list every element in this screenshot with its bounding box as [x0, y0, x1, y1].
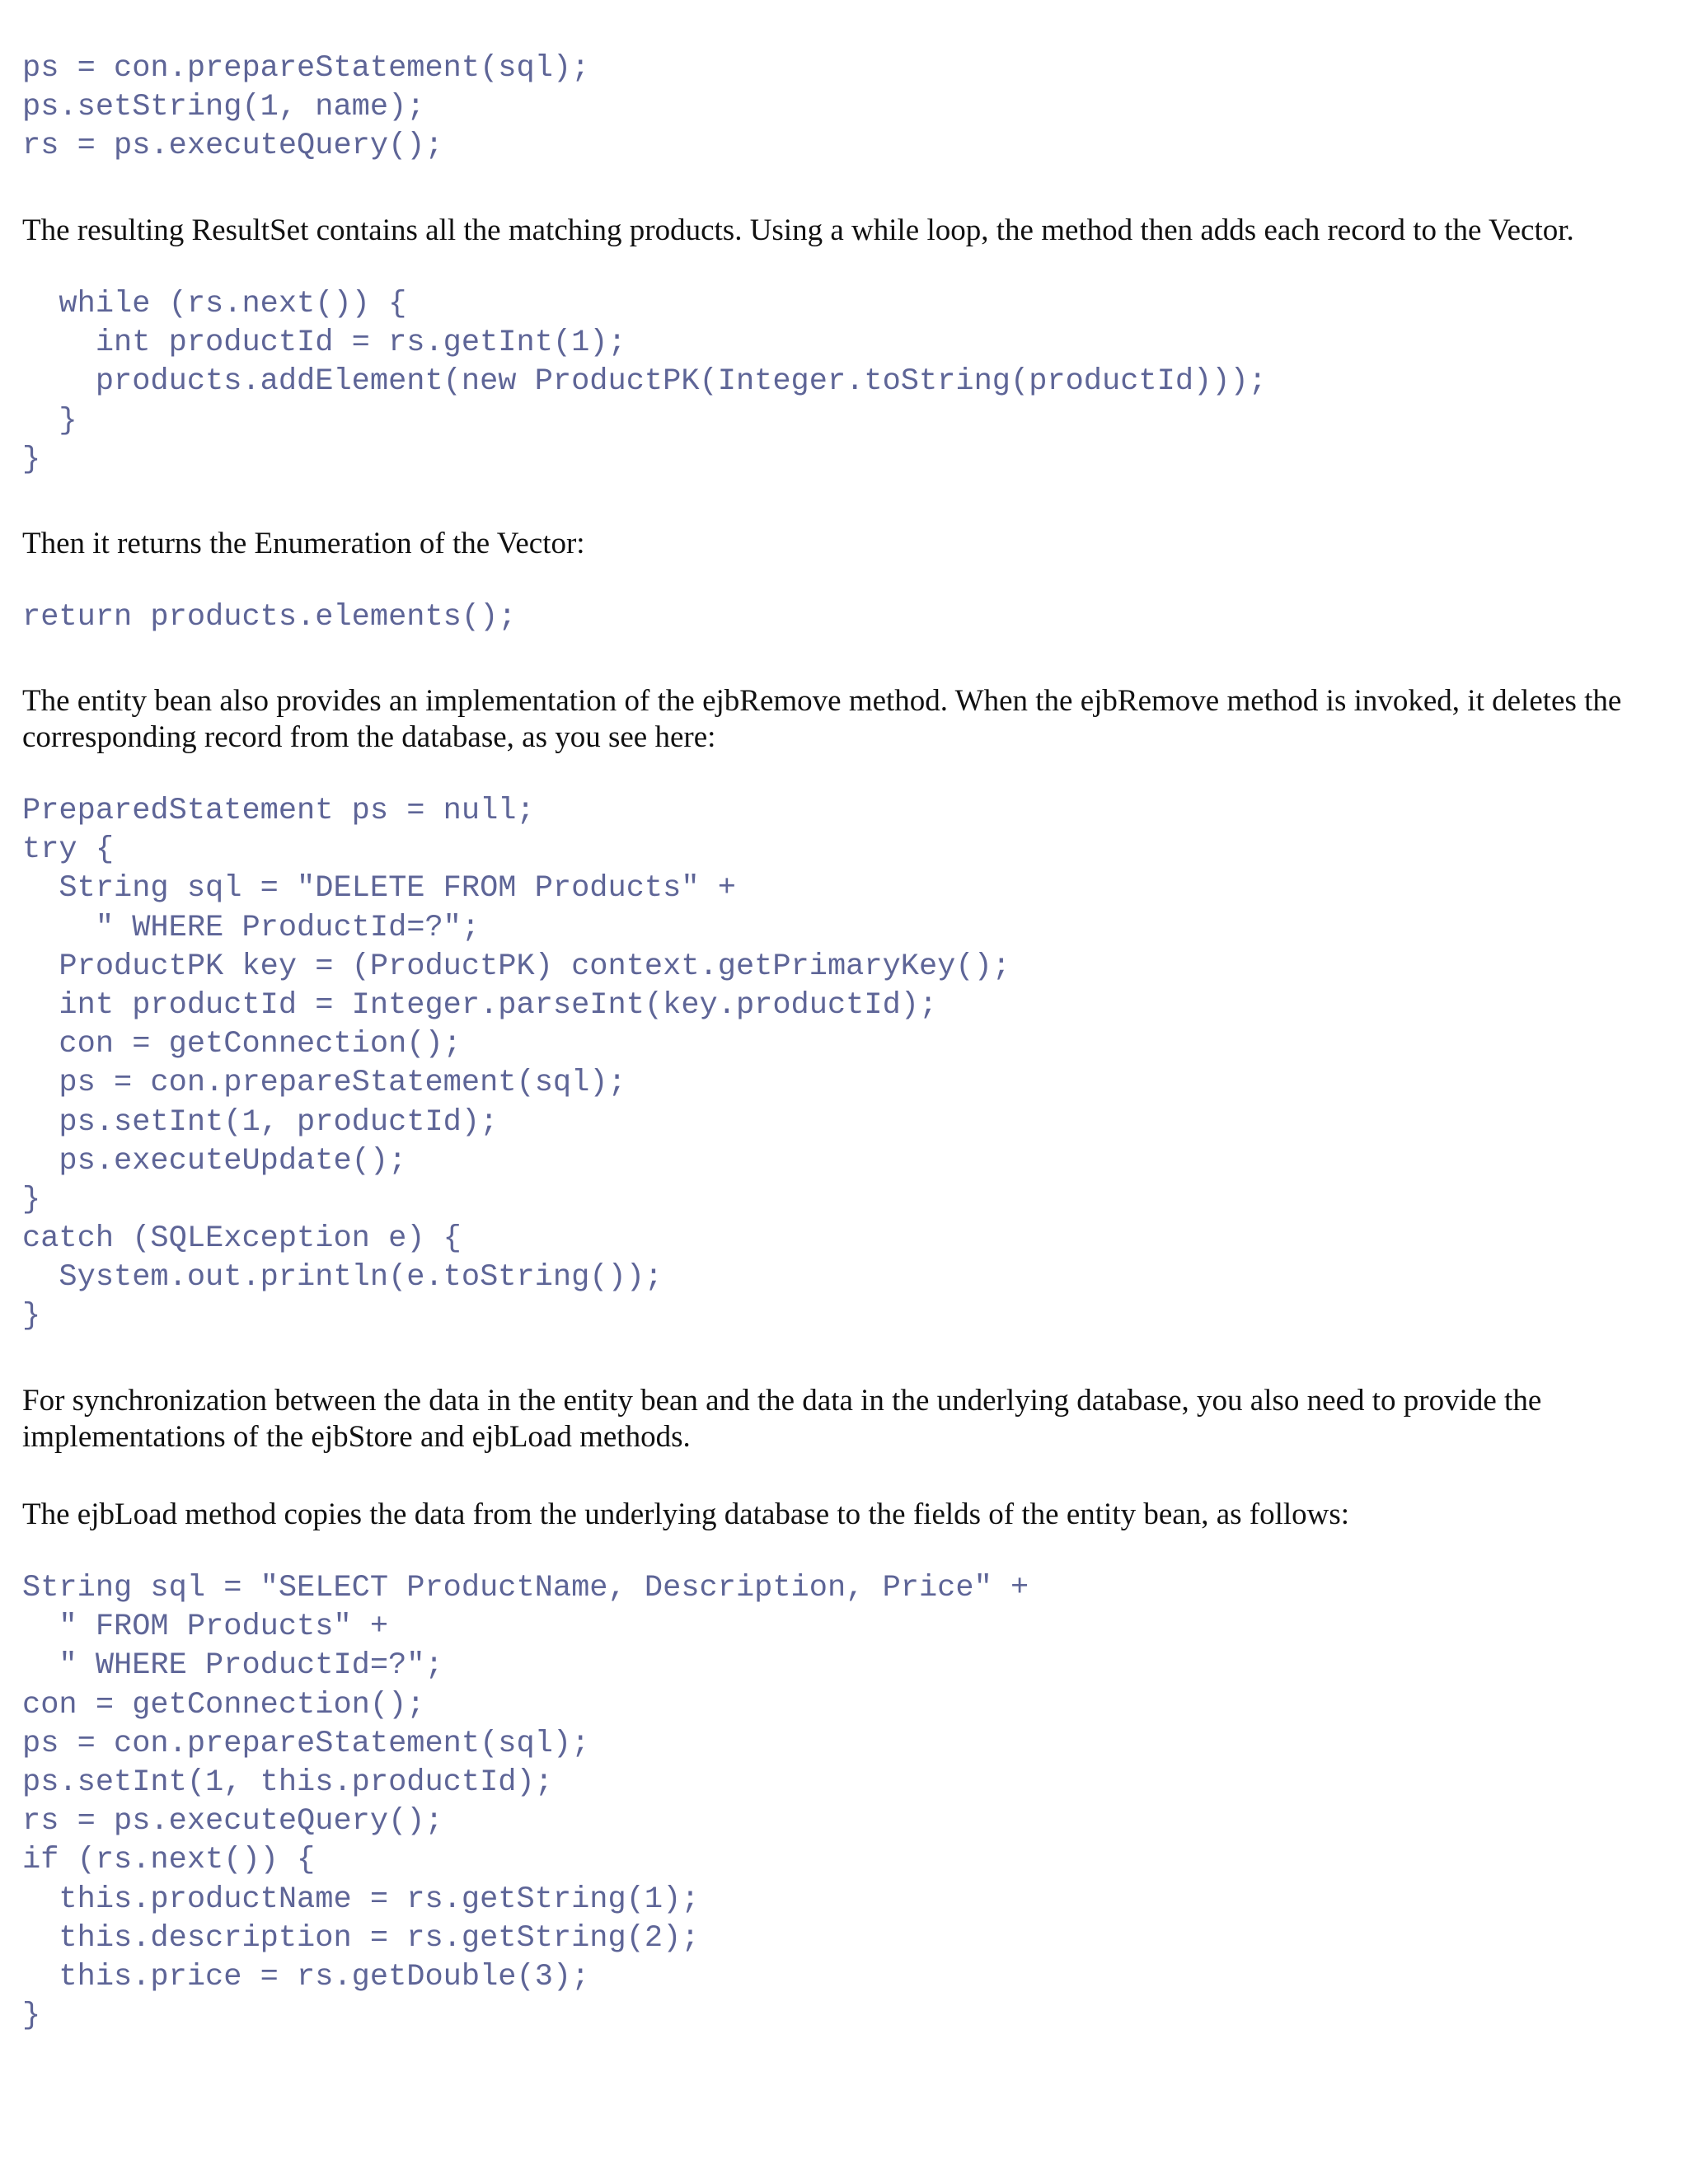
code-line: int productId = rs.getInt(1);: [22, 326, 626, 361]
code-line: ps = con.prepareStatement(sql);: [22, 1726, 590, 1761]
code-block-return: [22, 598, 517, 637]
code-block-ejbload: [22, 1569, 1029, 2036]
code-line: ps.setInt(1, productId);: [22, 1104, 499, 1140]
code-line: this.productName = rs.getString(1);: [22, 1882, 700, 1917]
code-line: int productId = Integer.parseInt(key.productId);: [22, 987, 938, 1023]
code-block-execute-query: [22, 49, 589, 166]
code-line: if (rs.next()) {: [22, 1843, 316, 1878]
code-line: try {: [22, 832, 115, 868]
code-line: }: [22, 1299, 41, 1334]
code-line: rs = ps.executeQuery();: [22, 129, 443, 164]
code-line: this.price = rs.getDouble(3);: [22, 1959, 590, 1994]
paragraph-ejbload: The ejbLoad method copies the data from the underlying database to the fields of the entity bean, as follows:: [22, 1497, 1350, 1531]
code-line: System.out.println(e.toString());: [22, 1260, 663, 1296]
code-line: }: [22, 403, 77, 438]
paragraph-ejbremove: The entity bean also provides an implementation of the ejbRemove method. When the ejbRemove method is invoked, it deletes the corresponding record from the database, as you see here:: [22, 684, 1622, 754]
paragraph-resultset: The resulting ResultSet contains all the matching products. Using a while loop, the method then adds each record to the Vector.: [22, 213, 1574, 247]
code-line: PreparedStatement ps = null;: [22, 794, 535, 828]
code-line: products.addElement(new ProductPK(Integer.toString(productId)));: [22, 364, 1267, 400]
code-line: " FROM Products" +: [22, 1610, 389, 1645]
code-block-ejbremove: [22, 792, 1010, 1337]
code-line: this.description = rs.getString(2);: [22, 1920, 700, 1956]
code-line: return products.elements();: [22, 600, 517, 635]
code-line: ps.setInt(1, this.productId);: [22, 1765, 553, 1800]
code-line: while (rs.next()) {: [22, 287, 407, 321]
code-line: }: [22, 1999, 41, 2034]
code-line: ps = con.prepareStatement(sql);: [22, 1066, 626, 1101]
code-line: }: [22, 442, 41, 477]
code-line: " WHERE ProductId=?";: [22, 910, 481, 945]
code-line: ps = con.prepareStatement(sql);: [22, 51, 590, 86]
code-line: con = getConnection();: [22, 1027, 462, 1062]
code-block-while-loop: [22, 285, 1267, 480]
paragraph-synchronization: For synchronization between the data in the entity bean and the data in the underlying database, you also need to provide the implementations of the ejbStore and ejbLoad methods.: [22, 1384, 1542, 1454]
code-line: ps.executeUpdate();: [22, 1143, 407, 1179]
code-line: catch (SQLException e) {: [22, 1221, 462, 1257]
code-line: String sql = "SELECT ProductName, Description, Price" +: [22, 1571, 1029, 1605]
code-line: ProductPK key = (ProductPK) context.getPrimaryKey();: [22, 949, 1010, 984]
code-line: }: [22, 1182, 41, 1217]
code-line: " WHERE ProductId=?";: [22, 1648, 443, 1684]
code-line: rs = ps.executeQuery();: [22, 1804, 443, 1840]
code-line: String sql = "DELETE FROM Products" +: [22, 871, 736, 907]
code-line: con = getConnection();: [22, 1687, 425, 1722]
code-line: ps.setString(1, name);: [22, 90, 425, 125]
paragraph-enumeration: Then it returns the Enumeration of the Vector:: [22, 527, 585, 560]
